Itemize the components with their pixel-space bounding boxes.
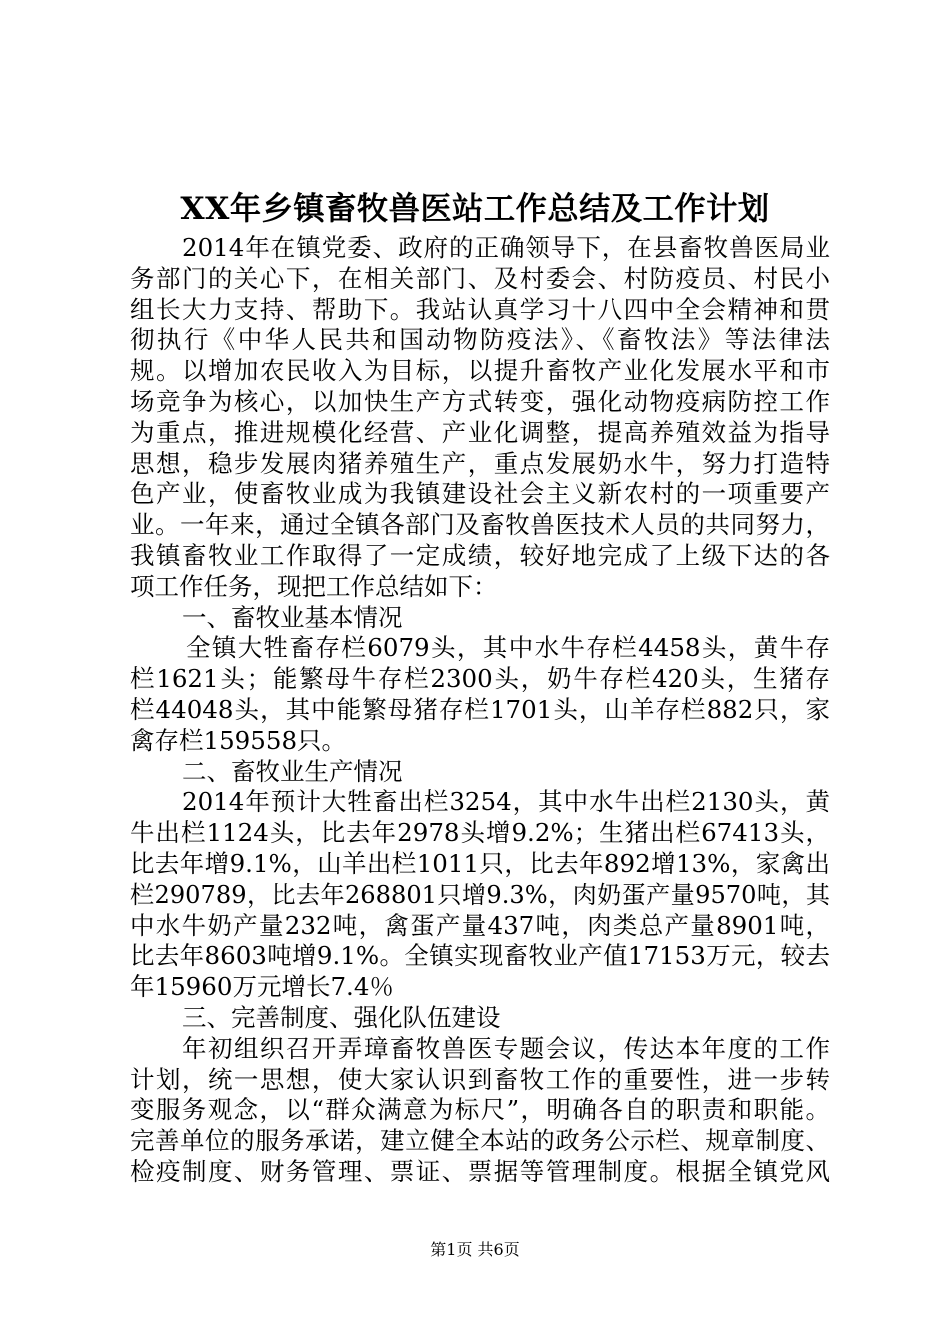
body-line: 栏290789，比去年268801只增9.3%，肉奶蛋产量9570吨，其 (130, 880, 830, 909)
body-line: 完善单位的服务承诺，建立健全本站的政务公示栏、规章制度、 (130, 1126, 830, 1156)
section-heading: 二、畜牧业生产情况 (182, 756, 403, 786)
body-line: 项工作任务，现把工作总结如下： (130, 571, 498, 601)
body-line: 变服务观念，以“群众满意为标尺”，明确各自的职责和职能。 (130, 1095, 830, 1125)
body-line: 务部门的关心下，在相关部门、及村委会、村防疫员、村民小 (130, 263, 830, 293)
body-line: 栏44048头，其中能繁母猪存栏1701头，山羊存栏882只，家 (130, 694, 830, 724)
body-line: 2014年预计大牲畜出栏3254，其中水牛出栏2130头，黄 (182, 787, 830, 817)
body-line: 色产业，使畜牧业成为我镇建设社会主义新农村的一项重要产 (130, 479, 830, 509)
body-line: 思想，稳步发展肉猪养殖生产，重点发展奶水牛，努力打造特 (130, 448, 830, 478)
body-line: 牛出栏1124头，比去年2978头增9.2%；生猪出栏67413头， (130, 818, 830, 848)
body-line: 计划，统一思想，使大家认识到畜牧工作的重要性，进一步转 (130, 1064, 830, 1094)
section-heading: 三、完善制度、强化队伍建设 (182, 1002, 501, 1032)
body-line: 业。一年来，通过全镇各部门及畜牧兽医技术人员的共同努力， (130, 510, 830, 540)
body-line: 比去年8603吨增9.1%。全镇实现畜牧业产值17153万元，较去 (130, 941, 830, 971)
body-line: 场竞争为核心，以加快生产方式转变，强化动物疫病防控工作 (130, 386, 830, 416)
body-line: 栏1621头；能繁母牛存栏2300头，奶牛存栏420头，生猪存 (130, 664, 830, 694)
body-line: 中水牛奶产量232吨，禽蛋产量437吨，肉类总产量8901吨， (130, 910, 830, 940)
section-heading: 一、畜牧业基本情况 (182, 602, 403, 632)
body-line: 我镇畜牧业工作取得了一定成绩，较好地完成了上级下达的各 (130, 540, 830, 570)
body-line: 为重点，推进规模化经营、产业化调整，提高养殖效益为指导 (130, 417, 830, 447)
body-line: 规。以增加农民收入为目标，以提升畜牧产业化发展水平和市 (130, 356, 830, 386)
body-line: 年初组织召开弄璋畜牧兽医专题会议，传达本年度的工作 (182, 1033, 830, 1063)
body-line: 禽存栏159558只。 (130, 725, 347, 755)
document-title: XX年乡镇畜牧兽医站工作总结及工作计划 (180, 191, 770, 227)
body-line: 年15960万元增长7.4％ (130, 972, 394, 1002)
body-line: 检疫制度、财务管理、票证、票据等管理制度。根据全镇党风 (130, 1156, 830, 1186)
body-line: 全镇大牲畜存栏6079头，其中水牛存栏4458头，黄牛存 (186, 633, 830, 663)
body-line: 比去年增9.1%，山羊出栏1011只，比去年892增13%，家禽出 (130, 848, 830, 878)
body-line: 组长大力支持、帮助下。我站认真学习十八四中全会精神和贯 (130, 294, 830, 324)
page-footer: 第1页 共6页 (430, 1240, 520, 1259)
body-line: 彻执行《中华人民共和国动物防疫法》、《畜牧法》等法律法 (130, 325, 830, 355)
document-body (130, 233, 830, 1188)
body-line: 2014年在镇党委、政府的正确领导下，在县畜牧兽医局业 (182, 233, 830, 262)
